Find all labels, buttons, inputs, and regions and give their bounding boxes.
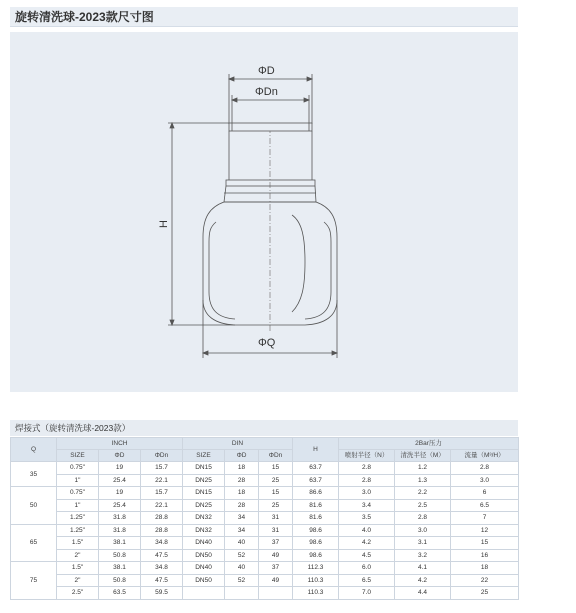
header-q: Q <box>11 438 57 462</box>
table-cell: 47.5 <box>141 549 183 562</box>
arrow-icon <box>307 77 312 81</box>
table-cell: 15 <box>259 462 293 475</box>
table-row <box>11 562 519 575</box>
table-cell: 4.1 <box>395 562 451 575</box>
header-h: H <box>293 438 339 462</box>
table-cell: 2" <box>57 549 99 562</box>
table-cell: 37 <box>259 537 293 550</box>
table-cell: DN32 <box>183 512 225 525</box>
table-cell: 1.3 <box>395 474 451 487</box>
table-cell: 22.1 <box>141 474 183 487</box>
table-cell: 1.25" <box>57 524 99 537</box>
table-cell: 1.5" <box>57 537 99 550</box>
table-cell: 3.4 <box>339 499 395 512</box>
table-cell: 63.5 <box>99 587 141 600</box>
table-cell: 0.75" <box>57 462 99 475</box>
table-cell: 25 <box>259 474 293 487</box>
arrow-icon <box>232 98 237 102</box>
table-cell: 31 <box>259 524 293 537</box>
table-cell: 52 <box>225 549 259 562</box>
table-cell: 110.3 <box>293 574 339 587</box>
table-cell: 4.0 <box>339 524 395 537</box>
table-cell: DN15 <box>183 487 225 500</box>
table-cell: DN50 <box>183 549 225 562</box>
table-cell: 38.1 <box>99 562 141 575</box>
header-dn: ΦDn <box>141 450 183 462</box>
table-cell: 98.6 <box>293 549 339 562</box>
table-cell: 1" <box>57 474 99 487</box>
arrow-icon <box>203 351 208 355</box>
table-cell: 38.1 <box>99 537 141 550</box>
header-spray-radius: 喷射半径（N） <box>339 450 395 462</box>
table-title: 焊接式（旋转清洗球-2023款） <box>10 420 518 436</box>
header-size: SIZE <box>57 450 99 462</box>
table-cell: 34 <box>225 524 259 537</box>
header-clean-radius: 清洗半径（M） <box>395 450 451 462</box>
table-cell: 86.6 <box>293 487 339 500</box>
table-row <box>11 574 519 587</box>
q-cell: 65 <box>11 524 57 562</box>
table-cell: 19 <box>99 487 141 500</box>
table-cell: 63.7 <box>293 462 339 475</box>
table-cell: 3.0 <box>395 524 451 537</box>
header-din-d: ΦD <box>225 450 259 462</box>
table-cell: 6.5 <box>339 574 395 587</box>
table-cell: 1.25" <box>57 512 99 525</box>
table-cell: DN25 <box>183 499 225 512</box>
table-cell: 81.6 <box>293 512 339 525</box>
header-flow: 流量（M³/H） <box>451 450 519 462</box>
table-cell: 50.8 <box>99 549 141 562</box>
label-d: ΦD <box>258 65 275 77</box>
table-cell: DN15 <box>183 462 225 475</box>
table-cell: 34.8 <box>141 562 183 575</box>
label-q: ΦQ <box>258 337 276 349</box>
table-row <box>11 499 519 512</box>
spec-table-body <box>11 462 519 600</box>
table-cell: 3.0 <box>451 474 519 487</box>
table-cell: 40 <box>225 562 259 575</box>
nozzle-drawing-svg <box>10 32 518 392</box>
page-title: 旋转清洗球-2023款尺寸图 <box>10 7 518 27</box>
arrow-icon <box>170 123 174 128</box>
spec-table <box>10 437 519 600</box>
table-cell: 28 <box>225 499 259 512</box>
table-cell: 16 <box>451 549 519 562</box>
table-cell: 31 <box>259 512 293 525</box>
header-din: DIN <box>183 438 293 450</box>
ball-head-inner-right <box>305 222 331 319</box>
table-cell: DN25 <box>183 474 225 487</box>
ball-head-rotor <box>292 215 305 312</box>
header-din-size: SIZE <box>183 450 225 462</box>
table-cell: 81.6 <box>293 499 339 512</box>
table-cell: 4.4 <box>395 587 451 600</box>
table-cell: 31.8 <box>99 524 141 537</box>
table-cell: 4.5 <box>339 549 395 562</box>
arrow-icon <box>304 98 309 102</box>
label-dn: ΦDn <box>255 86 278 98</box>
q-cell: 75 <box>11 562 57 600</box>
header-d: ΦD <box>99 450 141 462</box>
table-cell: 52 <box>225 574 259 587</box>
table-cell: 28 <box>225 474 259 487</box>
table-cell: 15.7 <box>141 462 183 475</box>
table-row <box>11 549 519 562</box>
table-cell: 34 <box>225 512 259 525</box>
table-cell: 4.2 <box>395 574 451 587</box>
table-cell: 18 <box>225 487 259 500</box>
table-cell: 12 <box>451 524 519 537</box>
table-cell: 98.6 <box>293 537 339 550</box>
table-cell: 7 <box>451 512 519 525</box>
table-cell: 25 <box>259 499 293 512</box>
table-cell: 28.8 <box>141 524 183 537</box>
table-cell: 3.2 <box>395 549 451 562</box>
table-cell: 47.5 <box>141 574 183 587</box>
table-cell: 3.5 <box>339 512 395 525</box>
table-cell: 2" <box>57 574 99 587</box>
table-row <box>11 524 519 537</box>
arrow-icon <box>229 77 234 81</box>
arrow-icon <box>332 351 337 355</box>
table-cell: 40 <box>225 537 259 550</box>
ball-head-inner-left <box>209 222 235 319</box>
table-cell: DN40 <box>183 562 225 575</box>
table-row <box>11 462 519 475</box>
table-cell: 1.5" <box>57 562 99 575</box>
table-cell: 25.4 <box>99 474 141 487</box>
table-cell <box>259 587 293 600</box>
table-row <box>11 587 519 600</box>
arrow-icon <box>170 320 174 325</box>
table-cell: 98.6 <box>293 524 339 537</box>
table-cell: 34.8 <box>141 537 183 550</box>
table-cell: 19 <box>99 462 141 475</box>
table-cell: 18 <box>451 562 519 575</box>
table-cell: 1" <box>57 499 99 512</box>
table-cell: 15 <box>259 487 293 500</box>
table-cell: 7.0 <box>339 587 395 600</box>
table-cell <box>183 587 225 600</box>
table-cell: DN40 <box>183 537 225 550</box>
table-cell: 3.1 <box>395 537 451 550</box>
table-cell: 6.5 <box>451 499 519 512</box>
table-cell: 15 <box>451 537 519 550</box>
table-cell: 0.75" <box>57 487 99 500</box>
table-cell: 2.8 <box>339 462 395 475</box>
table-cell: 110.3 <box>293 587 339 600</box>
table-cell: 4.2 <box>339 537 395 550</box>
table-cell: 2.2 <box>395 487 451 500</box>
table-cell: 112.3 <box>293 562 339 575</box>
table-cell: 2.8 <box>451 462 519 475</box>
table-row <box>11 487 519 500</box>
table-cell: 6 <box>451 487 519 500</box>
table-cell <box>225 587 259 600</box>
table-cell: 2.8 <box>395 512 451 525</box>
q-cell: 50 <box>11 487 57 525</box>
table-cell: 22 <box>451 574 519 587</box>
collar <box>226 180 315 186</box>
table-cell: 18 <box>225 462 259 475</box>
header-inch: INCH <box>57 438 183 450</box>
table-cell: 49 <box>259 549 293 562</box>
dimension-drawing <box>10 32 518 392</box>
tube-flange <box>229 123 312 131</box>
table-cell: 25.4 <box>99 499 141 512</box>
table-cell: 31.8 <box>99 512 141 525</box>
table-cell: 49 <box>259 574 293 587</box>
table-cell: 59.5 <box>141 587 183 600</box>
table-cell: 15.7 <box>141 487 183 500</box>
table-row <box>11 537 519 550</box>
header-pressure: 2Bar压力 <box>339 438 519 450</box>
table-cell: DN50 <box>183 574 225 587</box>
table-cell: 28.8 <box>141 512 183 525</box>
table-cell: 50.8 <box>99 574 141 587</box>
table-cell: 22.1 <box>141 499 183 512</box>
table-cell: 2.8 <box>339 474 395 487</box>
table-row <box>11 474 519 487</box>
table-cell: 2.5" <box>57 587 99 600</box>
table-cell: 1.2 <box>395 462 451 475</box>
q-cell: 35 <box>11 462 57 487</box>
table-cell: 37 <box>259 562 293 575</box>
header-din-dn: ΦDn <box>259 450 293 462</box>
table-row <box>11 512 519 525</box>
table-cell: 3.0 <box>339 487 395 500</box>
table-cell: DN32 <box>183 524 225 537</box>
label-h: H <box>158 220 170 228</box>
table-cell: 2.5 <box>395 499 451 512</box>
table-cell: 6.0 <box>339 562 395 575</box>
table-cell: 25 <box>451 587 519 600</box>
table-cell: 63.7 <box>293 474 339 487</box>
